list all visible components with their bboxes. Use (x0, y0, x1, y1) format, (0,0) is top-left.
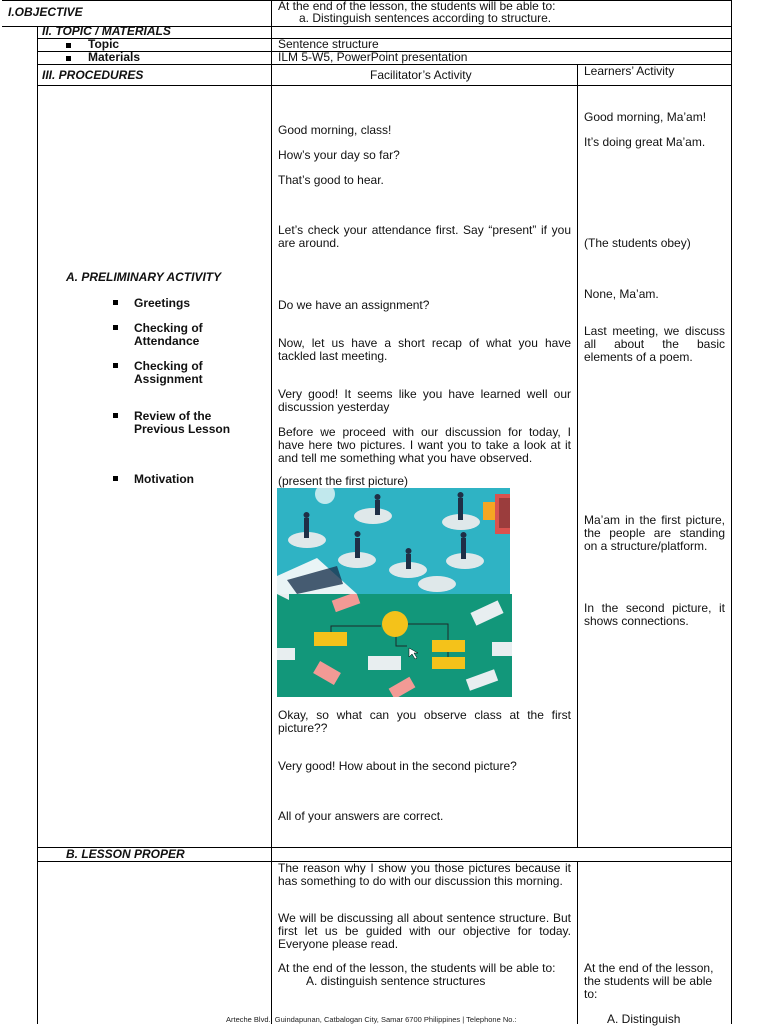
bullet-icon (66, 43, 71, 48)
learner-none: None, Ma’am. (584, 287, 659, 301)
topic-materials-heading: II. TOPIC / MATERIALS (42, 24, 171, 38)
learner-last-meeting: Last meeting, we discuss all about the basic elements of a poem. (584, 324, 725, 364)
table-rule (37, 38, 731, 39)
objective-item: a. Distinguish sentences according to structure. (299, 11, 552, 25)
facilitator-assignment: Do we have an assignment? (278, 298, 430, 312)
footer-address: Arteche Blvd., Guindapunan, Catbalogan City, Samar 6700 Philippines | Telephone No.: (226, 1015, 517, 1024)
bullet-icon (113, 476, 118, 481)
materials-label: Materials (88, 50, 141, 64)
topic-label: Topic (88, 37, 120, 51)
first-picture-image (277, 488, 510, 594)
materials-value: ILM 5-W5, PowerPoint presentation (278, 50, 468, 64)
checking-attendance-item: Checking of Attendance (134, 321, 203, 348)
objective-line: At the end of the lesson, the students will be able to: (278, 0, 556, 13)
learner-second-picture: In the second picture, it shows connections. (584, 601, 725, 628)
checking-assignment-item: Checking of Assignment (134, 359, 203, 386)
table-border-right (731, 0, 732, 1024)
facilitator-second-picture: Very good! How about in the second picture? (278, 759, 517, 773)
procedures-heading: III. PROCEDURES (42, 68, 144, 82)
review-item: Review of the Previous Lesson (134, 409, 231, 436)
facilitator-column-header: Facilitator’s Activity (370, 68, 472, 82)
second-picture-image (277, 594, 512, 697)
bullet-icon (66, 56, 71, 61)
facilitator-discussing: We will be discussing all about sentence structure. But first let us be guided with our objective for today. Everyone please read. (278, 911, 571, 951)
learner-obey: (The students obey) (584, 236, 691, 250)
bullet-icon (113, 363, 118, 368)
facilitator-attendance: Let’s check your attendance first. Say “present” if you are around. (278, 223, 571, 250)
facilitator-good: That’s good to hear. (278, 173, 384, 187)
lesson-proper-heading: B. LESSON PROPER (66, 847, 185, 861)
facilitator-greeting: Good morning, class! (278, 123, 392, 137)
table-column-divider (577, 64, 578, 847)
table-border-left (37, 26, 38, 1024)
facilitator-reason: The reason why I show you those pictures because it has something to do with our discussion this morning. (278, 861, 571, 888)
learners-column-header: Learners’ Activity (584, 64, 675, 78)
learner-doing-great: It’s doing great Ma’am. (584, 135, 706, 149)
table-column-divider (577, 861, 578, 1024)
facilitator-day-question: How’s your day so far? (278, 148, 400, 162)
facilitator-objective-item: A. distinguish sentence structures (306, 974, 486, 988)
greetings-item: Greetings (134, 296, 191, 310)
bullet-icon (113, 325, 118, 330)
facilitator-before: Before we proceed with our discussion for today, I have here two pictures. I want you to take a look at it and tell me something what you have observed. (278, 425, 571, 465)
topic-value: Sentence structure (278, 37, 379, 51)
motivation-item: Motivation (134, 472, 194, 486)
bullet-icon (113, 300, 118, 305)
objective-heading: I.OBJECTIVE (8, 5, 83, 19)
preliminary-activity-heading: A. PRELIMINARY ACTIVITY (66, 270, 222, 284)
facilitator-recap: Now, let us have a short recap of what you have tackled last meeting. (278, 336, 571, 363)
bullet-icon (113, 413, 118, 418)
table-column-divider (271, 0, 272, 1024)
table-rule (37, 85, 731, 86)
facilitator-present-first: (present the first picture) (278, 474, 409, 488)
facilitator-observe-first: Okay, so what can you observe class at the first picture?? (278, 708, 571, 735)
learner-distinguish: A. Distinguish (607, 1012, 681, 1026)
learner-end-lesson: At the end of the lesson, the students will be able to: (584, 961, 714, 1001)
learner-first-picture: Ma’am in the first picture, the people are standing on a structure/platform. (584, 513, 725, 553)
facilitator-very-good: Very good! It seems like you have learned well our discussion yesterday (278, 387, 571, 414)
facilitator-correct: All of your answers are correct. (278, 809, 444, 823)
facilitator-end-lesson: At the end of the lesson, the students will be able to: (278, 961, 556, 975)
learner-greeting: Good morning, Ma’am! (584, 110, 707, 124)
